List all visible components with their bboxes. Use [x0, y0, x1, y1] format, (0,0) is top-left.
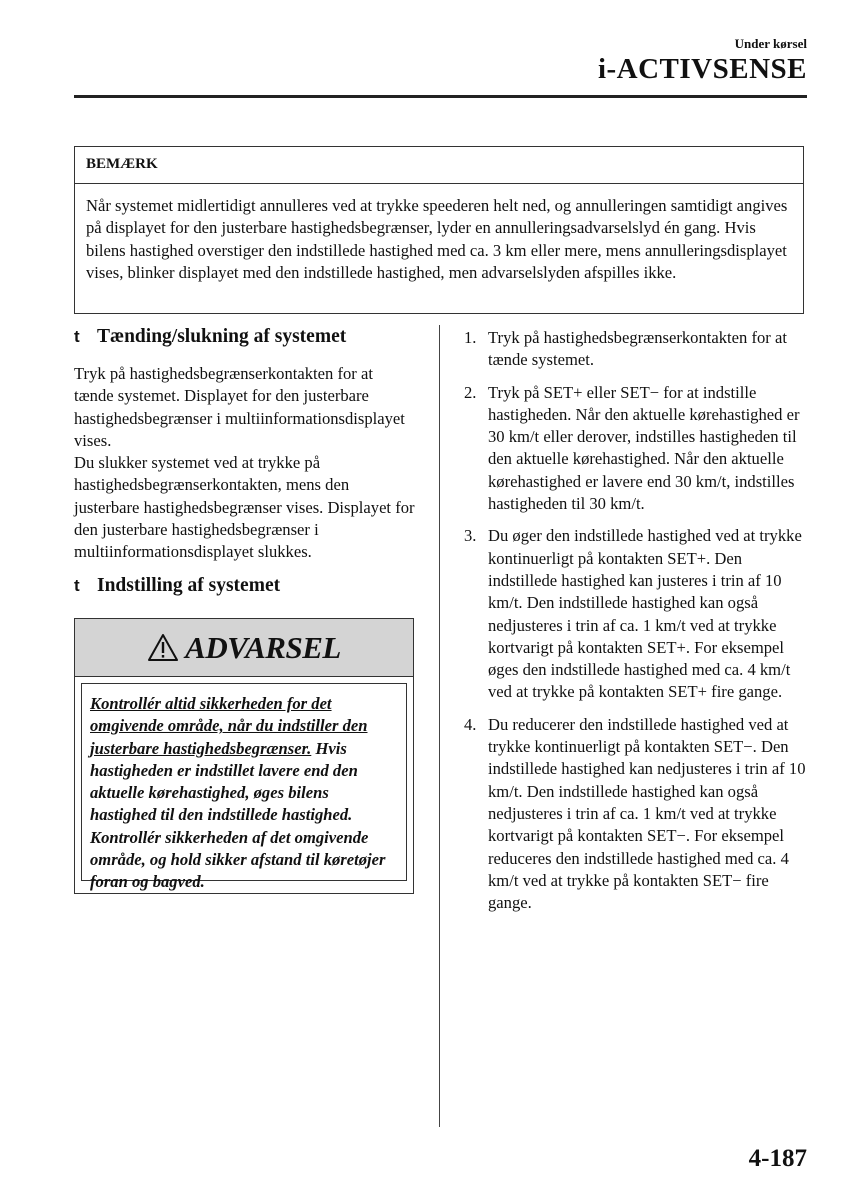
note-body: Når systemet midlertidigt annulleres ved at trykke speederen helt ned, og annulleringen samtidigt angives på displayet for den justerbare hastighedsbegrænser, lyder en annulleringsadvarselslyd én gang. Hvis bilens hastighed overstiger den indstillede hastighed med ca. 3 km eller mere, mens annulleringsdisplayet vises, blinker displayet med den indstillede hastighed, men advarselslyden afspilles ikke. — [86, 196, 788, 283]
page-number: 4-187 — [748, 1145, 807, 1172]
list-item — [464, 525, 809, 703]
running-header-title: i-ACTIVSENSE — [597, 53, 807, 85]
left-column — [74, 326, 416, 597]
warning-text-box — [81, 683, 407, 892]
warning-underlined-text: Kontrollér altid sikkerheden for det omgivende område, når du indstiller den justerbare hastighedsbegrænser. — [90, 694, 368, 758]
header-divider — [74, 95, 807, 98]
list-item — [464, 382, 809, 516]
list-item — [464, 327, 809, 372]
step-number: 4. — [464, 714, 477, 734]
step-text: Du øger den indstillede hastighed ved at trykke kontinuerligt på kontakten SET+. Den indstillede hastighed kan justeres i trin af 10 km/t. Den indstillede hastighed kan også nedjusteres i trin af ca. 1 km/t ved at trykke kortvarigt på kontakten SET+. For eksempel øges den indstillede hastighed med ca. 4 km/t ved at trykke på kontakten SET+ fire gange. — [488, 526, 802, 702]
section-paragraph: Du slukker systemet ved at trykke på hastighedsbegrænserkontakten, mens den justerbare hastighedsbegrænser vises. Displayet for den justerbare hastighedsbegrænser i multiinformationsdisplayet slukkes. — [74, 453, 415, 562]
running-header-section: Under kørsel — [734, 36, 807, 51]
step-text: Tryk på SET+ eller SET− for at indstille hastigheden. Når den aktuelle kørehastighed er 30 km/t eller derover, indstilles hastigheden til den aktuelle kørehastighed. Når den aktuelle kørehastighed er lavere end 30 km/t, indstilles hastigheden til 30 km/t. — [488, 382, 800, 514]
step-text: Tryk på hastighedsbegrænserkontakten for at tænde systemet. — [488, 328, 787, 370]
section-heading-power — [74, 326, 416, 348]
section-heading-setting — [74, 575, 416, 597]
section-bullet-icon: t — [74, 327, 80, 346]
section-title: Indstilling af systemet — [97, 574, 281, 596]
section-paragraph: Tryk på hastighedsbegrænserkontakten for at tænde systemet. Displayet for den justerbare hastighedsbegrænser i multiinformationsdisplayet vises. — [74, 364, 405, 450]
note-heading: BEMÆRK — [75, 147, 803, 184]
warning-box — [74, 618, 414, 894]
column-divider — [439, 325, 440, 1127]
warning-heading: ADVARSEL — [185, 629, 341, 665]
step-text: Du reducerer den indstillede hastighed ved at trykke kontinuerligt på kontakten SET−. Den indstillede hastighed kan nedjusteres i trin af 10 km/t. Den indstillede hastighed kan også nedjusteres i trin af ca. 1 km/t ved at trykke kortvarigt på kontakten SET−. For eksempel reduceres den indstillede hastighed med ca. 4 km/t ved at trykke på kontakten SET− fire gange. — [488, 714, 806, 913]
warning-header — [75, 619, 413, 677]
step-number: 2. — [464, 382, 477, 402]
section-bullet-icon: t — [74, 575, 80, 595]
section-title: Tænding/slukning af systemet — [97, 326, 347, 347]
warning-triangle-icon — [147, 633, 179, 662]
note-box — [74, 146, 804, 314]
step-number: 1. — [464, 328, 477, 347]
right-column — [464, 327, 809, 924]
list-item — [464, 714, 809, 915]
warning-body-text: Hvis hastigheden er indstillet lavere end den aktuelle kørehastighed, øges bilens hastighed til den indstillede hastighed. Kontrollér sikkerheden af det omgivende område, og hold sikker afstand til køretøjer foran og bagved. — [90, 738, 386, 892]
step-number: 3. — [464, 526, 477, 546]
